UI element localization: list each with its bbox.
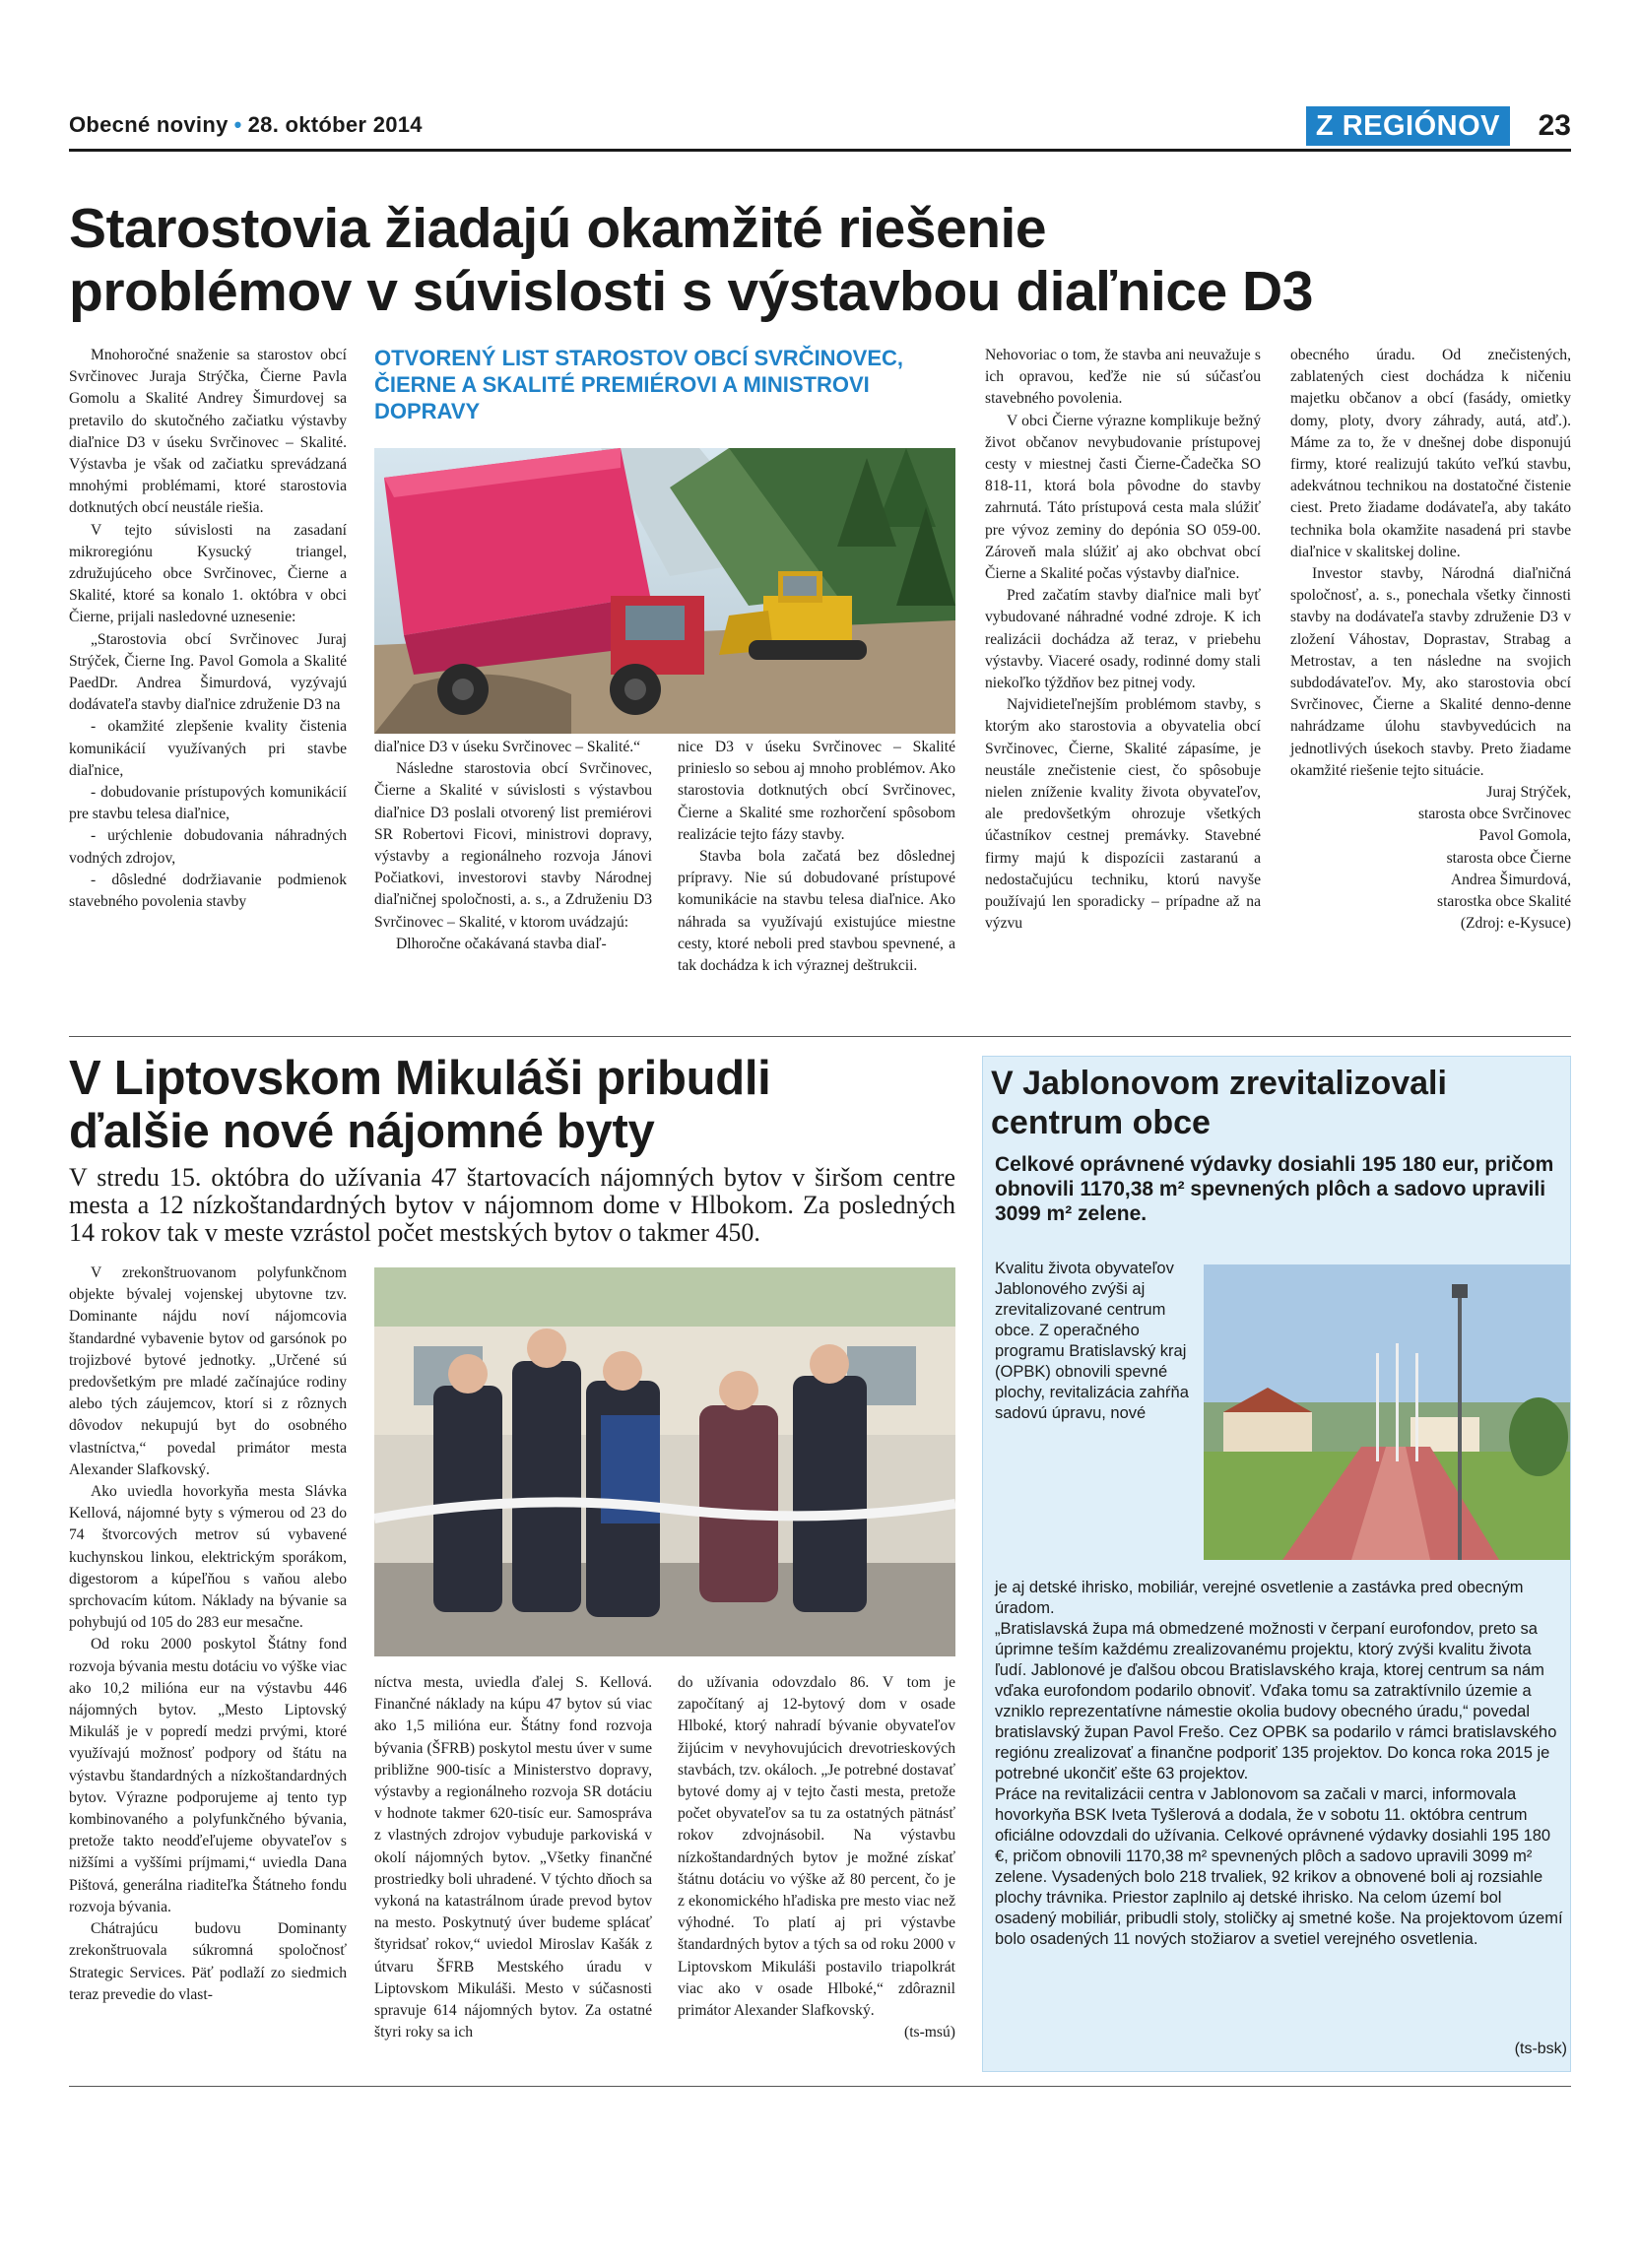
signature-line: Andrea Šimurdová,	[1450, 871, 1571, 888]
paragraph: V tejto súvislosti na zasadaní mikroregiónu Kysucký triangel, združujúceho obce Svrčinovec, Čierne a Skalité, ktoré sa konalo 1. októbra v obci Čierne, prijali nasledovné uznesenie:	[69, 521, 347, 626]
paragraph: Stavba bola začatá bez dôslednej prípravy. Nie sú dobudované prístupové komunikácie na stavbu telesa diaľnice. Ako náhrada sa využívajú existujúce miestne cesty, ktoré neboli pred stavbou spevnené, a tak dochádza k ich výraznej deštrukcii.	[678, 848, 955, 975]
signature-line: Pavol Gomola,	[1478, 827, 1571, 845]
paragraph: níctva mesta, uviedla ďalej S. Kellová. Finančné náklady na kúpu 47 bytov sú viac ako 1,5 milióna eur. Štátny fond rozvoja bývania (ŠFRB) poskytol mestu úver v sume približne 900-tisíc a Ministerstvo dopravy, výstavby a regionálneho rozvoja SR dotáciu v hodnote takmer 620-tisíc eur. Samospráva z vlastných zdrojov vybuduje parkoviská v okolí nájomných bytov. „Všetky finančné prostriedky boli uhradené. V týchto dňoch sa vykoná na katastrálnom úrade prevod bytov na mesto. Poskytnutý úver budeme splácať štyridsať rokov,“ uviedol Miroslav Kašák z útvaru ŠFRB Mestského úradu v Liptovskom Mikuláši. Mesto v súčasnosti spravuje 614 nájomných bytov. Za ostatné štyri roky sa ich	[374, 1674, 652, 2041]
article1-column-1	[69, 345, 347, 913]
paragraph: - dobudovanie prístupových komunikácií pre stavbu telesa diaľnice,	[69, 784, 347, 823]
article1-column-2	[374, 737, 652, 955]
article-divider	[69, 1036, 1571, 1037]
article1-kicker: OTVORENÝ LIST STAROSTOV OBCÍ SVRČINOVEC, ČIERNE A SKALITÉ PREMIÉROVI A MINISTROVI DOPRAVY	[374, 346, 904, 423]
signature-line: starosta obce Svrčinovec	[1417, 806, 1571, 823]
article3-headline-line1: V Jablonovom zrevitalizovali	[991, 1065, 1447, 1102]
article3-headline	[991, 1064, 1562, 1142]
paragraph: Mnohoročné snaženie sa starostov obcí Svrčinovec Juraja Strýčka, Čierne Pavla Gomolu a Skalité Andrey Šimurdovej sa pretavilo do skutočného začiatku výstavby diaľnice D3 v úseku Svrčinovec – Skalité. Výstavba je však od začiatku sprevádzaná mnohými problémami, ktoré starostovia dotknutých obcí neustále riešia.	[69, 347, 347, 517]
paragraph: „Bratislavská župa má obmedzené možnosti v čerpaní eurofondov, preto sa úprimne teším každému zrealizovanému projektu, ktorý zvýši kvalitu života ľudí. Jablonové je ďalšou obcou Bratislavského kraja, ktorej centrum sa nám vďaka eurofondom podarilo obnoviť. Vďaka tomu sa zatraktívnilo územie a vzniklo reprezentatívne námestie okolia budovy obecného úradu,“ povedal bratislavský župan Pavol Frešo. Cez OPBK sa podarilo v rámci bratislavského regiónu zrealizovať a finančne podporiť 135 projektov. Do konca roka 2015 je potrebné ukončiť ešte 63 projektov.	[995, 1620, 1557, 1782]
paragraph: Od roku 2000 poskytol Štátny fond rozvoja bývania mestu dotáciu vo výške viac ako 10,2 milióna eur na výstavbu 446 nájomných bytov. „Mesto Liptovský Mikuláš je v popredí medzi prvými, ktoré využívajú možnosť podpory od štátu na výstavbu štandardných a nízkoštandardných bytov. Výrazne podporujeme aj tento typ kombinovaného a polyfunkčného bývania, pretože takto neodďeľujeme obyvateľov s nižšími a vyššími príjmami,“ uviedla Dana Pištová, generálna riaditeľka Štátneho fondu rozvoja bývania.	[69, 1636, 347, 1915]
construction-photo-illustration	[374, 448, 955, 734]
ribbon-cutting-photo-illustration	[374, 1267, 955, 1656]
page-bottom-rule	[69, 2086, 1571, 2087]
paragraph: „Starostovia obcí Svrčinovec Juraj Strýček, Čierne Ing. Pavol Gomola a Skalité PaedDr. Andrea Šimurdová, vyzývajú dodávateľa stavby diaľnice združenie D3 na	[69, 630, 347, 714]
article1-photo-construction	[374, 448, 955, 734]
article2-column-3	[678, 1672, 955, 2043]
signature-line: starosta obce Čierne	[1446, 849, 1571, 867]
source-credit: (Zdroj: e-Kysuce)	[1460, 915, 1571, 933]
article2-lead: V stredu 15. októbra do užívania 47 štartovacích nájomných bytov v širšom centre mesta a 12 nízkoštandardných bytov v nájomnom dome v Hlbokom. Za posledných 14 rokov tak v meste vzrástol počet mestských bytov o takmer 450.	[69, 1163, 955, 1247]
article1-column-5	[1290, 345, 1571, 935]
paragraph: Ako uviedla hovorkyňa mesta Slávka Kellová, nájomné byty s výmerou od 23 do 74 štvorcových metrov sú vybavené kuchynskou linkou, elektrickým sporákom, digestorom a kúpeľňou s vaňou alebo sprchovacím kútom. Náklady na bývanie sa pohybujú od 105 do 283 eur mesačne.	[69, 1483, 347, 1632]
paragraph: V zrekonštruovanom polyfunkčnom objekte bývalej vojenskej ubytovne tzv. Dominante nájdu noví nájomcovia štandardné vybavenie bytov od garsónok po trojizbové bytové jednotky. „Určené sú predovšetkým pre mladé začínajúce rodiny alebo tých záujemcov, ktorí si z rôznych dôvodov nekupujú byt do osobného vlastníctva,“ povedal primátor mesta Alexander Slafkovský.	[69, 1264, 347, 1478]
paragraph: Dlhoročne očakávaná stavba diaľ-	[396, 935, 607, 952]
paragraph: Práce na revitalizácii centra v Jablonovom sa začali v marci, informovala hovorkyňa BSK Iveta Tyšlerová a dodala, že v sobotu 11. októbra centrum oficiálne odovzdali do užívania. Celkové oprávnené výdavky dosiahli 195 180 €, pričom obnovili 1170,38 m² spevnených plôch a sadovo upravili 3099 m² zelene. Vysadených bolo 218 trvaliek, 92 krikov a obnovené boli aj rozsiahle plochy trávnika. Priestor zaplnilo aj detské ihrisko. Na celom území bol osadený mobiliár, pribudli stoly, stoličky aj smetné koše. Na projektovom území bolo osadených 11 nových stožiarov a svetiel verejného osvetlenia.	[995, 1785, 1563, 1948]
paragraph: - okamžité zlepšenie kvality čistenia komunikácií využívaných pri stavbe diaľnice,	[69, 718, 347, 779]
article1-column-3	[678, 737, 955, 977]
article3-photo-village-centre	[1204, 1264, 1570, 1560]
paragraph: obecného úradu. Od znečistených, zablatených ciest dochádza k ničeniu majetku občanov a obcí (fasády, omietky domy, ploty, dvory záhrady, autá, atď.). Máme za to, že v dnešnej dobe disponujú firmy, ktoré realizujú takúto veľkú stavbu, adekvátnou technikou na dostatočné čistenie ciest. Preto žiadame dodávateľa, aby takáto technika bola okamžite nasadená pri stavbe diaľnice v skalitskej doline.	[1290, 347, 1571, 560]
article2-photo-ribbon-cutting	[374, 1267, 955, 1656]
paragraph: Pred začatím stavby diaľnice mali byť vybudované náhradné vodné zdroje. K ich realizácii dochádza až teraz, v priebehu výstavby. Viaceré osady, rodinné domy stali niekoľko týždňov bez pitnej vody.	[985, 587, 1261, 692]
paragraph: diaľnice D3 v úseku Svrčinovec – Skalité.“	[374, 739, 641, 755]
paragraph: nice D3 v úseku Svrčinovec – Skalité prinieslo so sebou aj mnoho problémov. Ako starostovia dotknutých obcí Svrčinovec, Čierne a Skalité sme rozhorčení spôsobom realizácie tejto fázy stavby.	[678, 739, 955, 843]
masthead	[69, 112, 423, 138]
paragraph: do užívania odovzdalo 86. V tom je započítaný aj 12-bytový dom v osade Hlboké, ktorý nahradí bývanie obyvateľov žijúcim v nevyhovujúcich drevotrieskových stavbách, tzv. okáloch. „Je potrebné dostavať bytové domy aj v tejto časti mesta, pretože počet obyvateľov sa tu za ostatných pätnásť rokov zdvojnásobil. Na výstavbu nízkoštandardných bytov je možné získať štátnu dotáciu vo výške až 80 percent, čo je z ekonomického hľadiska pre mesto viac než výhodné. To platí aj pri výstavbe štandardných bytov a tých sa od roku 2000 v Liptovskom Mikuláši postavilo triapolkrát viac ako v osade Hlboké,“ zdôraznil primátor Alexander Slafkovský.	[678, 1674, 955, 2020]
section-label: Z REGIÓNOV	[1306, 106, 1510, 146]
article2-column-2	[374, 1672, 652, 2043]
paragraph: V obci Čierne výrazne komplikuje bežný život občanov nevybudovanie prístupovej cesty v miestnej časti Čierne-Čadečka SO 818-11, ktorá bola pôvodne do stavby zahrnutá. Táto prístupová cesta mala slúžiť pre vývoz zeminy do depónia SO 059-00. Zároveň mala slúžiť aj ako obchvat obcí Čierne a Skalité počas výstavby diaľnice.	[985, 412, 1261, 583]
signature-line: Juraj Strýček,	[1486, 784, 1571, 802]
source-credit: (ts-bsk)	[1514, 2041, 1567, 2057]
article3-body	[995, 1578, 1566, 1950]
article1-headline-line1: Starostovia žiadajú okamžité riešenie	[69, 197, 1047, 260]
bullet-separator: •	[233, 112, 242, 137]
village-centre-photo-illustration	[1204, 1264, 1570, 1560]
article1-headline	[69, 197, 1576, 323]
source-credit: (ts-msú)	[904, 2024, 955, 2041]
article2-headline-line1: V Liptovskom Mikuláši pribudli	[69, 1052, 771, 1105]
paragraph: Chátrajúcu budovu Dominanty zrekonštruovala súkromná spoločnosť Strategic Services. Päť podlaží zo siedmich teraz prevedie do vlast-	[69, 1920, 347, 2003]
article1-column-4	[985, 345, 1261, 935]
paragraph: Následne starostovia obcí Svrčinovec, Čierne a Skalité v súvislosti s výstavbou diaľnice D3 poslali otvorený list premiérovi SR Robertovi Ficovi, ministrovi dopravy, výstavby a regionálneho rozvoja Jánovi Počiatkovi, investorovi stavby Národnej diaľničnej spoločnosti, a. s., a Združeniu D3 Svrčinovec – Skalité, v ktorom uvádzajú:	[374, 760, 652, 931]
article3-headline-line2: centrum obce	[991, 1104, 1211, 1141]
article3-side-text: Kvalitu života obyvateľov Jablonového zvýši aj zrevitalizované centrum obce. Z operačného programu Bratislavský kraj (OPBK) obnovili spevné plochy, revitalizácia zahŕňa sadovú úpravu, nové	[995, 1260, 1189, 1422]
paragraph: Investor stavby, Národná diaľničná spoločnosť, a. s., ponechala všetky činnosti stavby na dodávateľa stavby združenie D3 v zložení Váhostav, Doprastav, Strabag a Metrostav, a ten následne na svojich subdodávateľov. My, ako starostovia obcí Svrčinovec, Čierne a Skalité denno-denne nahrádzame úlohu stavbyvedúcich na jednotlivých úsekoch stavby. Preto žiadame okamžité riešenie tejto situácie.	[1290, 565, 1571, 779]
paragraph: - dôsledné dodržiavanie podmienok stavebného povolenia stavby	[69, 871, 347, 911]
article1-headline-line2: problémov v súvislosti s výstavbou diaľnice D3	[69, 260, 1313, 323]
paragraph: - urýchlenie dobudovania náhradných vodných zdrojov,	[69, 827, 347, 867]
paper-name: Obecné noviny	[69, 112, 229, 137]
page-header	[69, 106, 1571, 152]
paragraph: je aj detské ihrisko, mobiliár, verejné osvetlenie a zastávka pred obecným úradom.	[995, 1579, 1524, 1617]
signature-line: starostka obce Skalité	[1437, 893, 1571, 911]
page-number: 23	[1538, 109, 1571, 142]
paragraph: Nehovoriac o tom, že stavba ani neuvažuje s ich opravou, keďže nie sú súčasťou stavebného povolenia.	[985, 347, 1261, 408]
article2-headline-line2: ďalšie nové nájomné byty	[69, 1105, 655, 1158]
article2-headline	[69, 1052, 955, 1158]
article3-subheadline: Celkové oprávnené výdavky dosiahli 195 180 eur, pričom obnovili 1170,38 m² spevnených plôch a sadovo upravili 3099 m² zelene.	[995, 1153, 1554, 1225]
issue-date: 28. október 2014	[247, 112, 423, 137]
paragraph: Najvidieteľnejším problémom stavby, s ktorým ako starostovia a obyvatelia obcí Svrčinovec, Čierne, Skalité zápasíme, je neustále znečistenie ciest, čo spôsobuje nielen zníženie kvality života obyvateľov, ale predovšetkým ohrozuje všetkých účastníkov cestnej premávky. Stavebné firmy majú k dispozícii zastaranú a nedostačujúcu techniku, ktorú navyše používajú len sporadicky – prípadne až na výzvu	[985, 696, 1261, 933]
article2-column-1	[69, 1263, 347, 2006]
